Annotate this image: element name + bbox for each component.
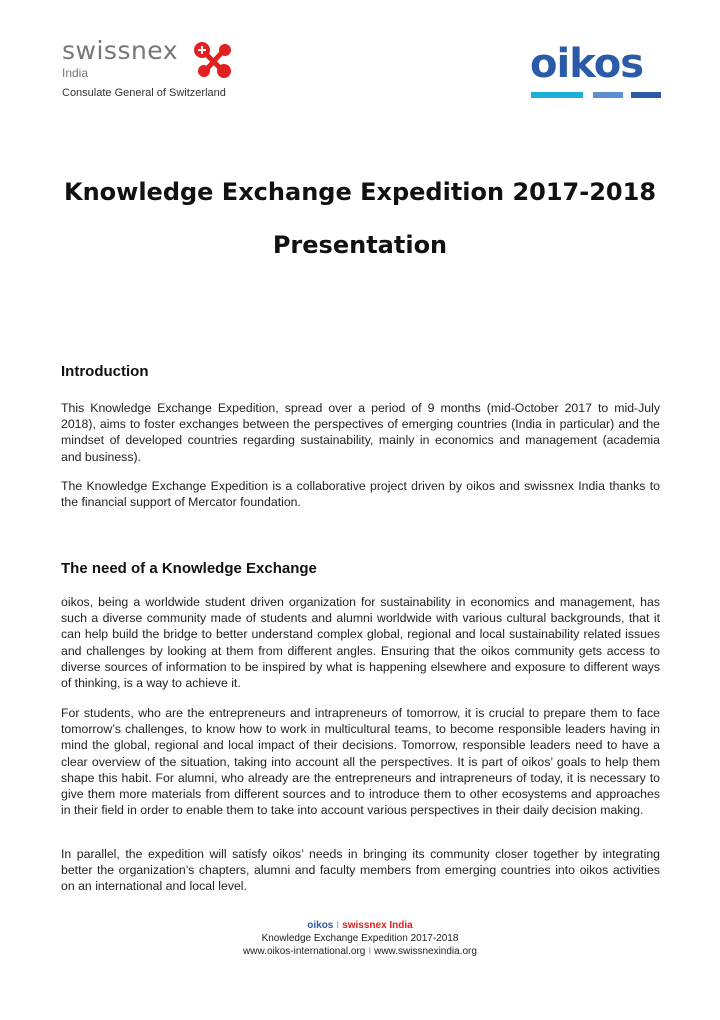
swissnex-india-label: India <box>62 66 89 80</box>
oikos-bar-mid <box>593 92 623 98</box>
oikos-color-bars <box>531 92 661 98</box>
footer-oikos: oikos <box>307 920 334 931</box>
swissnex-logo <box>62 38 242 102</box>
oikos-bar-blue <box>631 92 661 98</box>
footer-link-oikos[interactable]: www.oikos-international.org <box>243 946 366 957</box>
paragraph: The Knowledge Exchange Expedition is a collaborative project driven by oikos and swissnex India thanks to the financial support of Mercator foundation. <box>61 479 660 510</box>
oikos-bar-cyan <box>531 92 583 98</box>
footer-project-line: Knowledge Exchange Expedition 2017-2018 <box>261 933 459 944</box>
footer-link-swissnex[interactable]: www.swissnexindia.org <box>374 946 477 957</box>
swissnex-molecule-icon <box>192 40 236 80</box>
paragraph: In parallel, the expedition will satisfy oikos’ needs in bringing its community closer together by integrating better the organization’s chapters, alumni and faculty members from emerging countries into oikos activities on an international and local level. <box>61 847 660 894</box>
oikos-wordmark: oikos <box>530 41 644 87</box>
document-title: Knowledge Exchange Expedition 2017-2018 <box>63 178 657 206</box>
paragraph: For students, who are the entrepreneurs and intrapreneurs of tomorrow, it is crucial to prepare them to face tomorrow’s challenges, to know how to work in multicultural teams, to become responsible leaders having in mind the global, regional and local impact of their decisions. Tomorrow, responsible leaders need to have a clear overview of the situation, taking into account all the perspectives. It is part of oikos’ goals to help them shape this habit. For alumni, who already are the entrepreneurs and intrapreneurs of today, it is necessary to give them more materials from different sources and to introduce them to other ecosystems and approaches in their field in order to enable them to take into account various perspectives in their daily decision making. <box>61 706 660 818</box>
oikos-logo <box>530 41 662 100</box>
footer-url-separator: I <box>368 946 372 957</box>
footer-orgs <box>0 919 720 932</box>
footer-separator: I <box>336 920 340 931</box>
paragraph: oikos, being a worldwide student driven organization for sustainability in economics and management, has such a diverse community made of students and alumni worldwide with various cultural backgrounds, that it can help build the bridge to better understand complex global, regional and local sustainability related issues and challenges by looking at them from different angles. Ensuring that the oikos community gets access to diverse sources of information to be inspired by what is happening elsewhere and exposure to different ways of thinking, is a way to achieve it. <box>61 595 660 691</box>
footer-urls <box>0 945 720 958</box>
swissnex-wordmark: swissnex <box>62 36 179 65</box>
document-subtitle: Presentation <box>272 231 448 259</box>
footer-swissnex: swissnex India <box>342 920 413 931</box>
section-heading-knowledge-exchange: The need of a Knowledge Exchange <box>61 560 317 577</box>
footer <box>0 919 720 958</box>
paragraph: This Knowledge Exchange Expedition, spread over a period of 9 months (mid-October 2017 to mid-July 2018), aims to foster exchanges between the perspectives of emerging countries (India in particular) and the mindset of developed countries regarding sustainability, mainly in economics and management (academia and business). <box>61 401 660 464</box>
consulate-label: Consulate General of Switzerland <box>62 87 226 99</box>
section-heading-introduction: Introduction <box>61 363 149 380</box>
